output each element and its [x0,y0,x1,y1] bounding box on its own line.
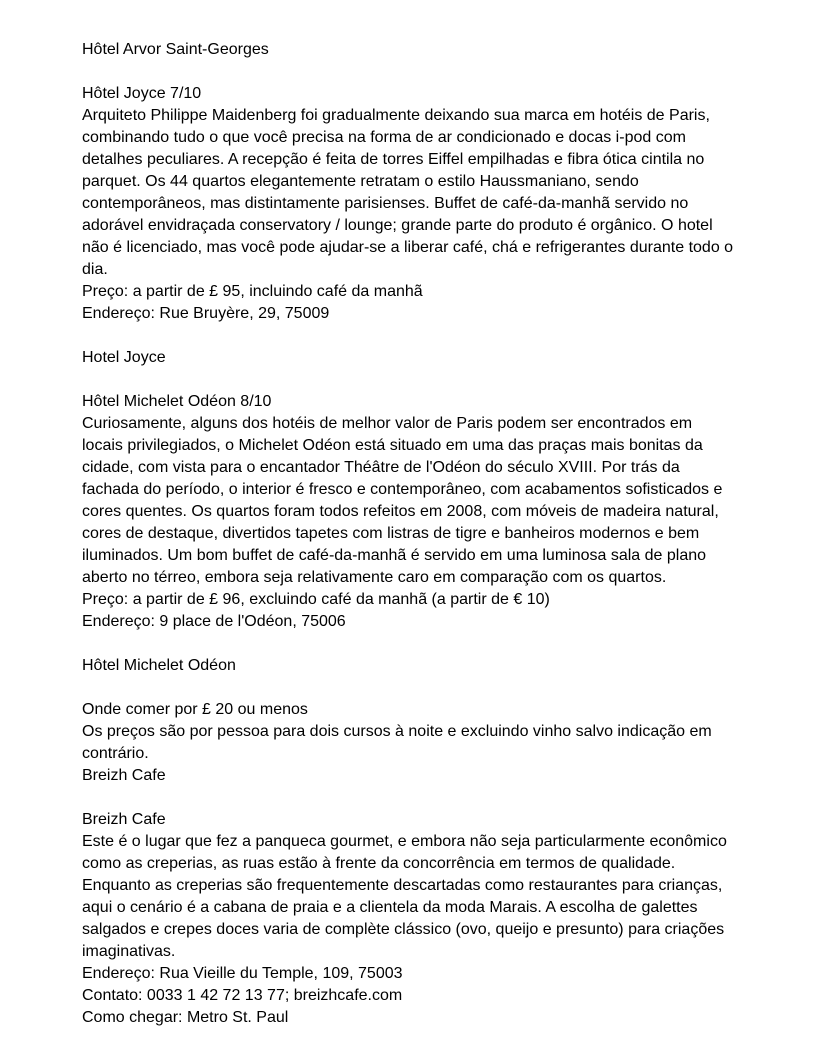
text-line: não é licenciado, mas você pode ajudar-se a liberar café, chá e refrigerantes durante todo o [82,239,734,256]
text-line: Breizh Cafe [82,811,166,828]
text-line: contrário. [82,745,149,762]
text-line: aqui o cenário é a cabana de praia e a clientela da moda Marais. A escolha de galettes [82,899,698,916]
text-line: Hotel Joyce [82,349,166,366]
text-line: Endereço: Rua Vieille du Temple, 109, 75003 [82,965,403,982]
text-line: Os preços são por pessoa para dois cursos à noite e excluindo vinho salvo indicação em [82,723,712,740]
text-line: Como chegar: Metro St. Paul [82,1009,289,1026]
text-line: salgados e crepes doces varia de complète clássico (ovo, queijo e presunto) para criações [82,921,725,938]
text-line: Enquanto as creperias são frequentemente descartadas como restaurantes para crianças, [82,877,723,894]
text-line: Onde comer por £ 20 ou menos [82,701,308,718]
text-line: cores de destaque, divertidos tapetes com listras de tigre e banheiros modernos e bem [82,525,700,542]
blank-line [82,325,742,347]
text-line: iluminados. Um bom buffet de café-da-manhã é servido em uma luminosa sala de plano [82,547,707,564]
blank-line [82,633,742,655]
text-line: Endereço: 9 place de l'Odéon, 75006 [82,613,346,630]
document-page [82,39,742,1029]
text-line: dia. [82,261,108,278]
blank-line [82,787,742,809]
text-line: Hôtel Michelet Odéon [82,657,236,674]
text-line: aberto no térreo, embora seja relativamente caro em comparação com os quartos. [82,569,667,586]
text-line: Preço: a partir de £ 95, incluindo café da manhã [82,283,423,300]
text-line: imaginativas. [82,943,176,960]
text-line: Breizh Cafe [82,767,166,784]
text-line: locais privilegiados, o Michelet Odéon está situado em uma das praças mais bonitas da [82,437,703,454]
text-line: Contato: 0033 1 42 72 13 77; breizhcafe.com [82,987,403,1004]
text-line: combinando tudo o que você precisa na forma de ar condicionado e docas i-pod com [82,129,686,146]
text-line: contemporâneos, mas distintamente parisienses. Buffet de café-da-manhã servido no [82,195,689,212]
text-line: adorável envidraçada conservatory / lounge; grande parte do produto é orgânico. O hotel [82,217,713,234]
text-line: cidade, com vista para o encantador Théâtre de l'Odéon do século XVIII. Por trás da [82,459,680,476]
text-line: Arquiteto Philippe Maidenberg foi gradualmente deixando sua marca em hotéis de Paris, [82,107,710,124]
text-line: Este é o lugar que fez a panqueca gourmet, e embora não seja particularmente econômico [82,833,727,850]
text-line: Hôtel Michelet Odéon 8/10 [82,393,272,410]
text-line: Hôtel Joyce 7/10 [82,85,202,102]
text-line: como as creperias, as ruas estão à frente da concorrência em termos de qualidade. [82,855,676,872]
blank-line [82,677,742,699]
text-line: detalhes peculiares. A recepção é feita de torres Eiffel empilhadas e fibra ótica cintila no [82,151,705,168]
blank-line [82,369,742,391]
text-line: Hôtel Arvor Saint-Georges [82,41,269,58]
text-line: Endereço: Rue Bruyère, 29, 75009 [82,305,330,322]
text-line: Curiosamente, alguns dos hotéis de melhor valor de Paris podem ser encontrados em [82,415,693,432]
blank-line [82,61,742,83]
text-line: parquet. Os 44 quartos elegantemente retratam o estilo Haussmaniano, sendo [82,173,639,190]
text-line: fachada do período, o interior é fresco e contemporâneo, com acabamentos sofisticados e [82,481,723,498]
text-line: Preço: a partir de £ 96, excluindo café da manhã (a partir de € 10) [82,591,550,608]
text-line: cores quentes. Os quartos foram todos refeitos em 2008, com móveis de madeira natural, [82,503,719,520]
